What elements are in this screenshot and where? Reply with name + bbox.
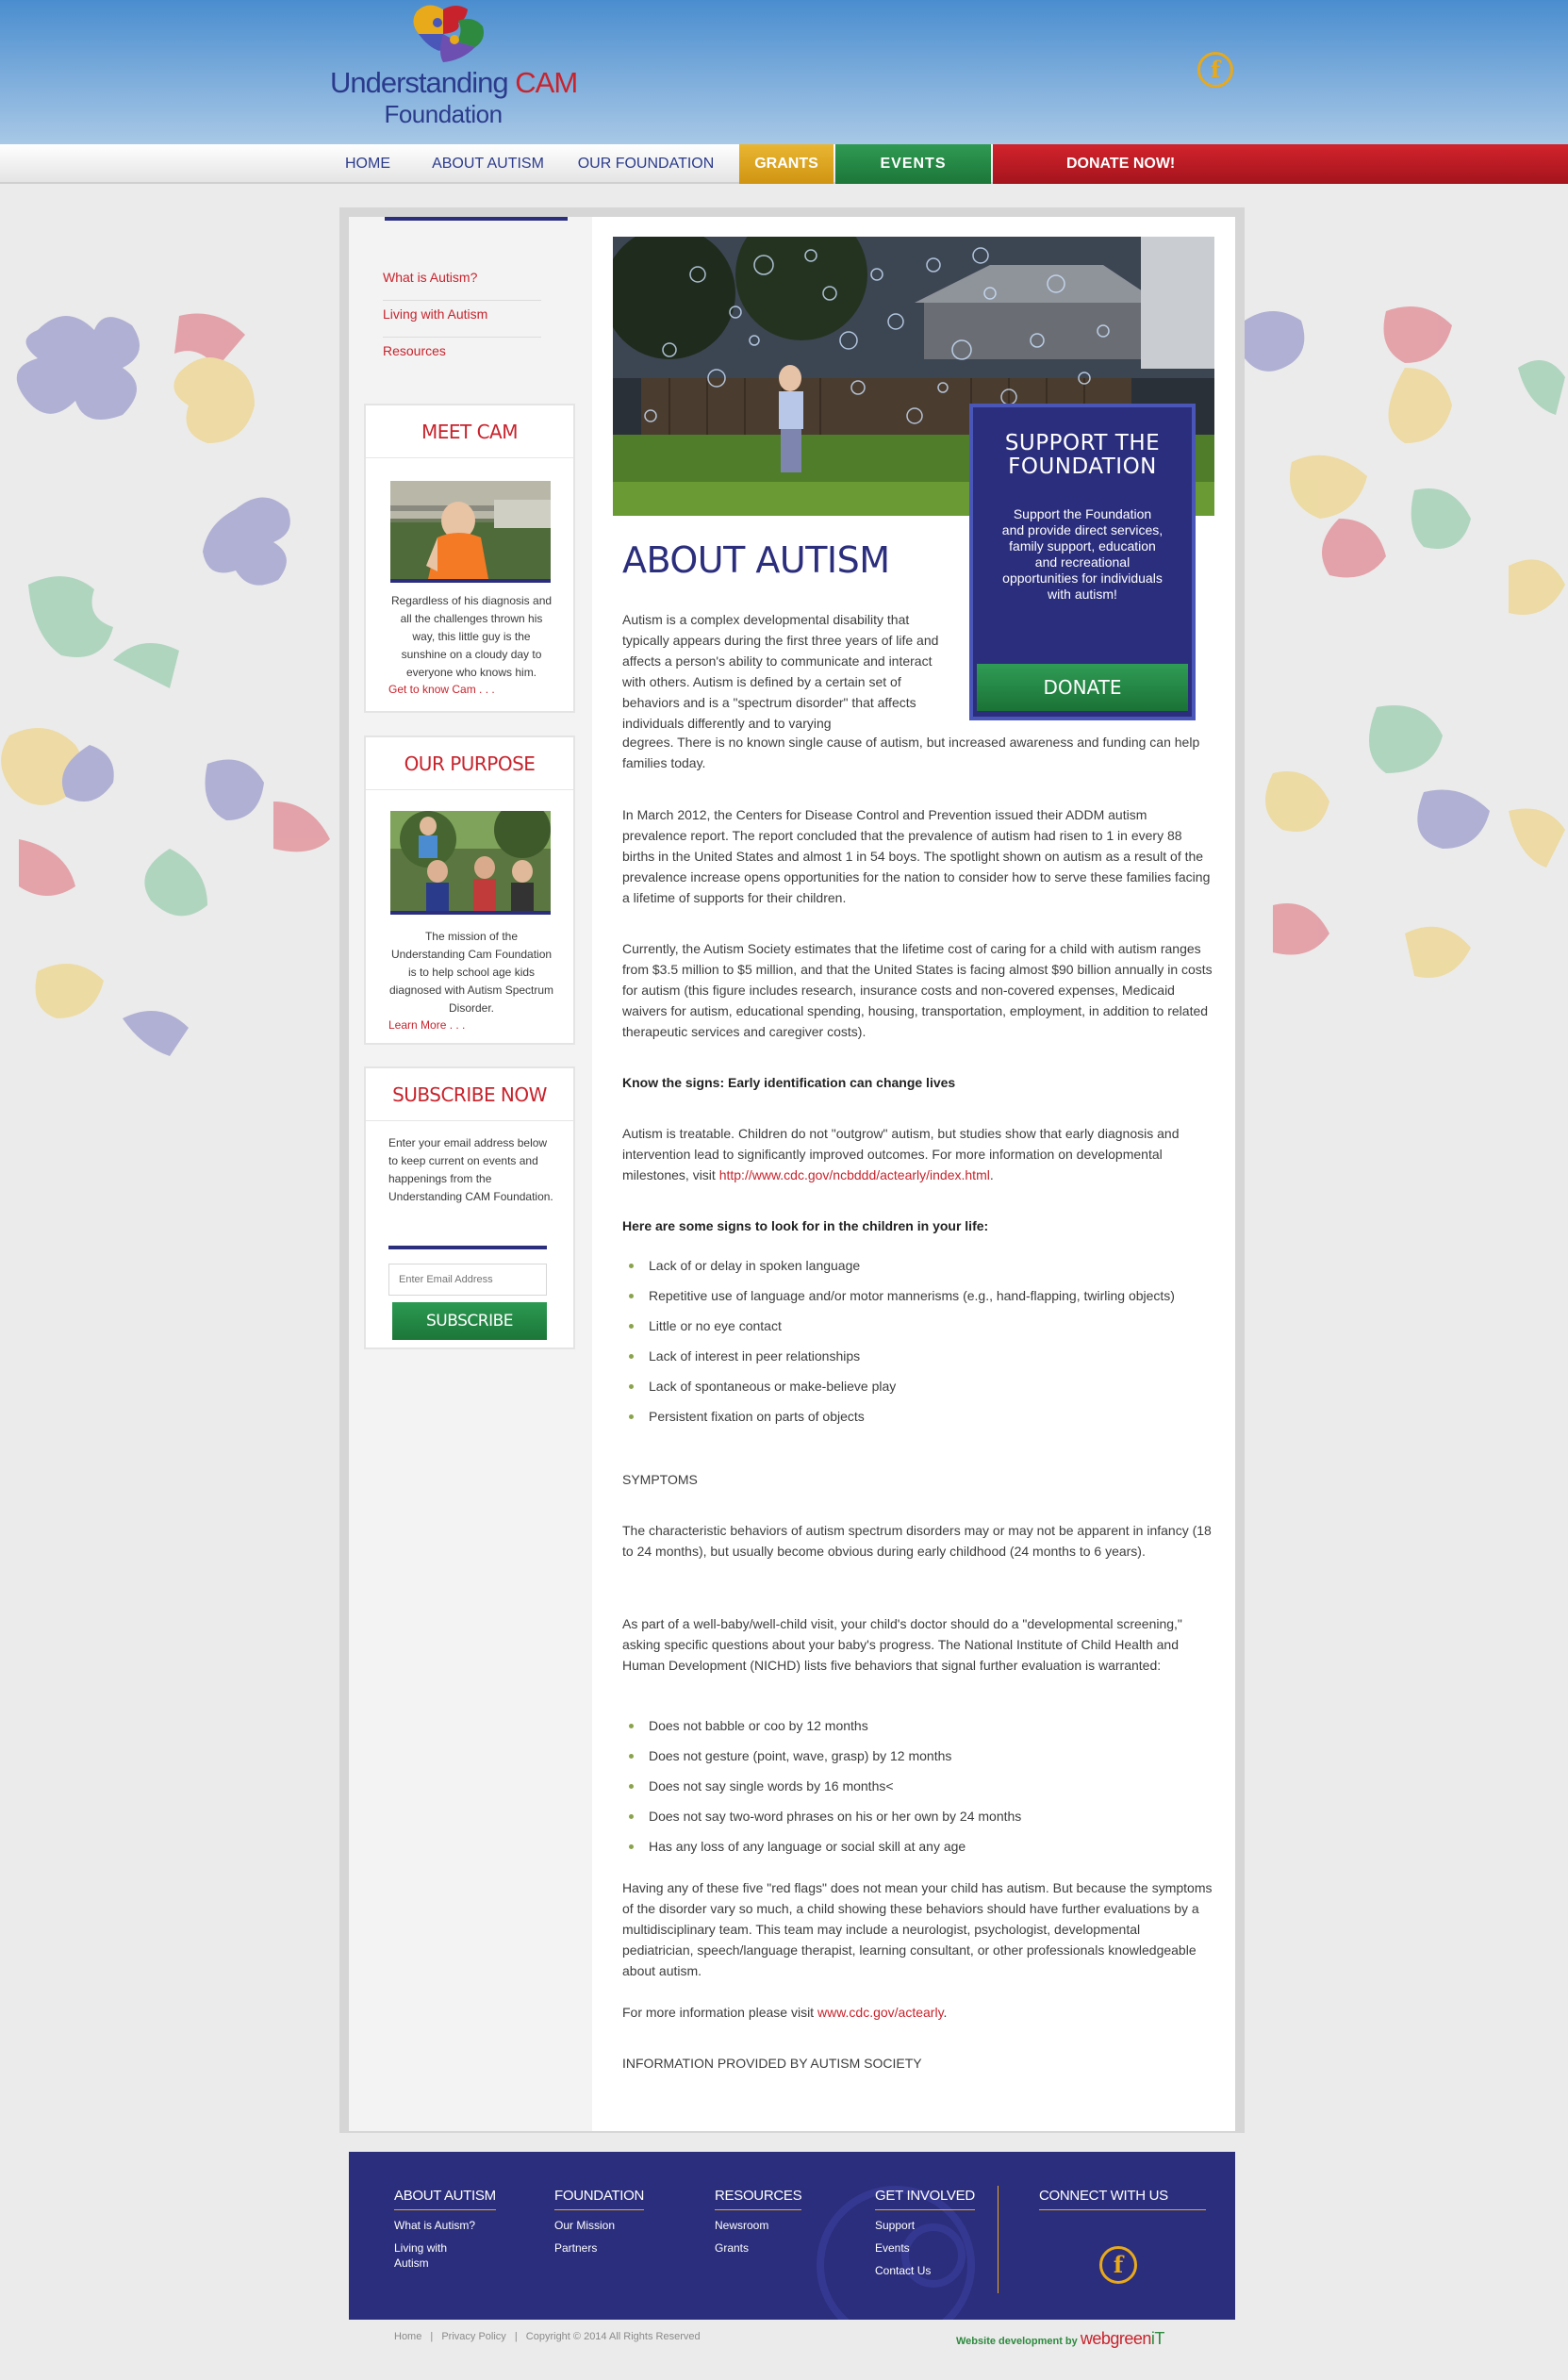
footer-link-grants[interactable]: Grants	[715, 2241, 750, 2255]
list-item: Does not babble or coo by 12 months	[622, 1715, 1214, 1736]
site-logo[interactable]	[330, 0, 578, 141]
developer-credit[interactable]	[956, 2329, 1164, 2349]
subscribe-intro: Enter your email address below to keep current on events and happenings from the Understanding CAM Foundation.	[388, 1136, 553, 1203]
footer-foundation-heading: FOUNDATION	[554, 2188, 644, 2210]
sidebar-link-living-with-autism[interactable]: Living with Autism	[383, 301, 541, 338]
our-purpose-title: OUR PURPOSE	[366, 737, 573, 790]
our-purpose-text: The mission of the Understanding Cam Foundation is to help school age kids diagnosed with Autism Spectrum Disorder.	[388, 930, 554, 1015]
nav-grants[interactable]: GRANTS	[739, 144, 834, 184]
footer-link-support[interactable]: Support	[875, 2219, 916, 2232]
sidebar-accent-bar	[385, 217, 568, 221]
behaviors-paragraph: The characteristic behaviors of autism spectrum disorders may or may not be apparent in infancy (18 to 24 months), but usually become obvious during early childhood (24 months to 6 years).	[622, 1523, 1212, 1559]
site-header	[0, 0, 1568, 144]
footer-link-our-mission[interactable]: Our Mission	[554, 2219, 616, 2232]
email-field[interactable]	[388, 1264, 547, 1296]
list-item: Does not say two-word phrases on his or her own by 24 months	[622, 1806, 1214, 1826]
footer-resources-column	[715, 2188, 801, 2256]
treatable-paragraph: Autism is treatable. Children do not "outgrow" autism, but studies show that early diagnosis and intervention lead to significantly improved outcomes. For more information on developmental milestones, visit http://www.cdc.gov/ncbddd/actearly/index.html.	[622, 1126, 1180, 1182]
logo-wordmark: Understanding CAM	[330, 66, 578, 99]
facebook-icon[interactable]: f	[1099, 2246, 1137, 2284]
subscribe-box	[364, 1066, 575, 1349]
intro-paragraph: Autism is a complex developmental disability that typically appears during the first three years of life and affects a person's ability to communicate and interact with others. Autism is defined by a certain set of behaviors and is a "spectrum disorder" that affects individuals differently and to varying	[622, 612, 939, 731]
puzzle-heart-logo-icon	[409, 2, 488, 64]
donate-button[interactable]: DONATE	[977, 664, 1188, 711]
footer-involved-column	[875, 2188, 975, 2278]
source-credit: INFORMATION PROVIDED BY AUTISM SOCIETY	[622, 2056, 922, 2071]
family-photo	[390, 811, 551, 915]
list-item: Lack of interest in peer relationships	[622, 1346, 1214, 1366]
sidebar-link-what-is-autism[interactable]: What is Autism?	[383, 264, 541, 301]
cdc-actearly-link[interactable]: www.cdc.gov/actearly	[817, 2005, 944, 2020]
red-flags-list	[622, 1715, 1214, 1857]
cost-paragraph: Currently, the Autism Society estimates that the lifetime cost of caring for a child with autism ranges from $3.5 million to $5 million, and that the United States is facing almost $90 billion annually in costs for autism (this figure includes research, insurance costs and non-covered expenses, Medicaid waivers for autism, educational spending, housing, transportation, employment, in addition to related therapeutic services and caregiver costs).	[622, 941, 1213, 1039]
sidebar-link-resources[interactable]: Resources	[383, 343, 446, 358]
list-item: Persistent fixation on parts of objects	[622, 1406, 1214, 1427]
meet-cam-box	[364, 404, 575, 713]
footer-divider	[998, 2186, 999, 2293]
list-item: Has any loss of any language or social skill at any age	[622, 1836, 1214, 1857]
bottom-link-home[interactable]: Home	[394, 2331, 422, 2342]
nav-about-autism[interactable]: ABOUT AUTISM	[432, 156, 544, 172]
subscribe-button[interactable]: SUBSCRIBE	[392, 1302, 547, 1340]
list-item: Repetitive use of language and/or motor mannerisms (e.g., hand-flapping, twirling objects)	[622, 1285, 1214, 1306]
copyright-text: Copyright © 2014 All Rights Reserved	[525, 2331, 701, 2342]
site-footer	[349, 2152, 1235, 2320]
list-item: Little or no eye contact	[622, 1315, 1214, 1336]
more-info-paragraph: For more information please visit www.cdc.gov/actearly.	[622, 2005, 948, 2020]
list-item: Does not gesture (point, wave, grasp) by 12 months	[622, 1745, 1214, 1766]
footer-about-column	[394, 2188, 496, 2271]
support-the-foundation-box	[969, 404, 1196, 720]
screening-paragraph: As part of a well-baby/well-child visit, your child's doctor should do a "developmental screening," asking specific questions about your baby's progress. The National Institute of Child Health and Human Development (NICHD) lists five behaviors that signal further evaluation is warranted:	[622, 1616, 1182, 1673]
puzzle-background-right	[1235, 283, 1568, 1094]
footer-link-what-is-autism[interactable]: What is Autism?	[394, 2219, 476, 2232]
cdc-milestones-link[interactable]: http://www.cdc.gov/ncbddd/actearly/index.html	[718, 1167, 990, 1182]
nav-donate-now[interactable]: DONATE NOW!	[993, 144, 1568, 184]
facebook-icon[interactable]: f	[1197, 52, 1233, 88]
cam-photo	[390, 481, 551, 583]
our-purpose-box	[364, 735, 575, 1045]
support-text: Support the Foundation and provide direct services, family support, education and recreational opportunities for individuals with autism!	[1001, 506, 1164, 602]
list-item: Lack of spontaneous or make-believe play	[622, 1376, 1214, 1397]
subscribe-divider	[388, 1246, 547, 1249]
signs-list	[622, 1255, 1214, 1427]
subscribe-title: SUBSCRIBE NOW	[366, 1068, 573, 1121]
footer-connect-column	[1039, 2188, 1206, 2210]
symptoms-heading: SYMPTOMS	[622, 1472, 698, 1487]
bottom-link-privacy[interactable]: Privacy Policy	[441, 2331, 506, 2342]
meet-cam-text: Regardless of his diagnosis and all the challenges thrown his way, this little guy is the sunshine on a cloudy day to everyone who knows him.	[390, 594, 553, 679]
footer-resources-heading: RESOURCES	[715, 2188, 801, 2210]
footer-link-living-with-autism[interactable]: Living with Autism	[394, 2241, 448, 2270]
cdc-paragraph: In March 2012, the Centers for Disease Control and Prevention issued their ADDM autism prevalence report. The report concluded that the prevalence of autism had risen to 1 in every 88 births in the United States and almost 1 in 54 boys. The spotlight shown on autism as a result of the prevalence increase opens opportunities for the nation to consider how to serve these families facing a lifetime of supports for their children.	[622, 807, 1211, 905]
support-title: SUPPORT THE FOUNDATION	[1004, 431, 1161, 479]
know-the-signs-heading: Know the signs: Early identification can change lives	[622, 1075, 956, 1090]
footer-connect-heading: CONNECT WITH US	[1039, 2188, 1206, 2210]
list-item: Lack of or delay in spoken language	[622, 1255, 1214, 1276]
nav-events[interactable]: EVENTS	[835, 144, 991, 184]
footer-link-contact-us[interactable]: Contact Us	[875, 2264, 932, 2277]
footer-link-newsroom[interactable]: Newsroom	[715, 2219, 769, 2232]
nav-our-foundation[interactable]: OUR FOUNDATION	[577, 156, 715, 172]
footer-about-heading: ABOUT AUTISM	[394, 2188, 496, 2210]
list-item: Does not say single words by 16 months<	[622, 1776, 1214, 1796]
page-title: ABOUT AUTISM	[622, 539, 890, 581]
bottom-separator: |	[430, 2331, 434, 2342]
bottom-separator: |	[514, 2331, 518, 2342]
credit-text: Website development by	[956, 2336, 1078, 2347]
nav-home[interactable]: HOME	[345, 156, 390, 172]
red-flags-paragraph: Having any of these five "red flags" does not mean your child has autism. But because the symptoms of the disorder vary so much, a child showing these behaviors should have further evaluations by a multidisciplinary team. This team may include a neurologist, psychologist, developmental pediatrician, speech/language therapist, learning consultant, or other professionals knowledgeable about autism.	[622, 1880, 1213, 1978]
puzzle-background-left	[0, 273, 349, 1075]
footer-link-partners[interactable]: Partners	[554, 2241, 598, 2255]
logo-subtitle: Foundation	[384, 100, 503, 128]
meet-cam-title: MEET CAM	[366, 405, 573, 458]
get-to-know-cam-link[interactable]: Get to know Cam . . .	[388, 683, 495, 696]
footer-involved-heading: GET INVOLVED	[875, 2188, 975, 2210]
copyright-bar	[394, 2331, 706, 2342]
developer-logo: webgreeniT	[1080, 2329, 1164, 2348]
intro-paragraph-continued: degrees. There is no known single cause of autism, but increased awareness and funding can help families today.	[622, 735, 1200, 770]
main-navigation	[0, 144, 1568, 184]
learn-more-link[interactable]: Learn More . . .	[388, 1018, 466, 1032]
signs-heading: Here are some signs to look for in the children in your life:	[622, 1218, 989, 1233]
footer-foundation-column	[554, 2188, 644, 2256]
footer-link-events[interactable]: Events	[875, 2241, 910, 2255]
